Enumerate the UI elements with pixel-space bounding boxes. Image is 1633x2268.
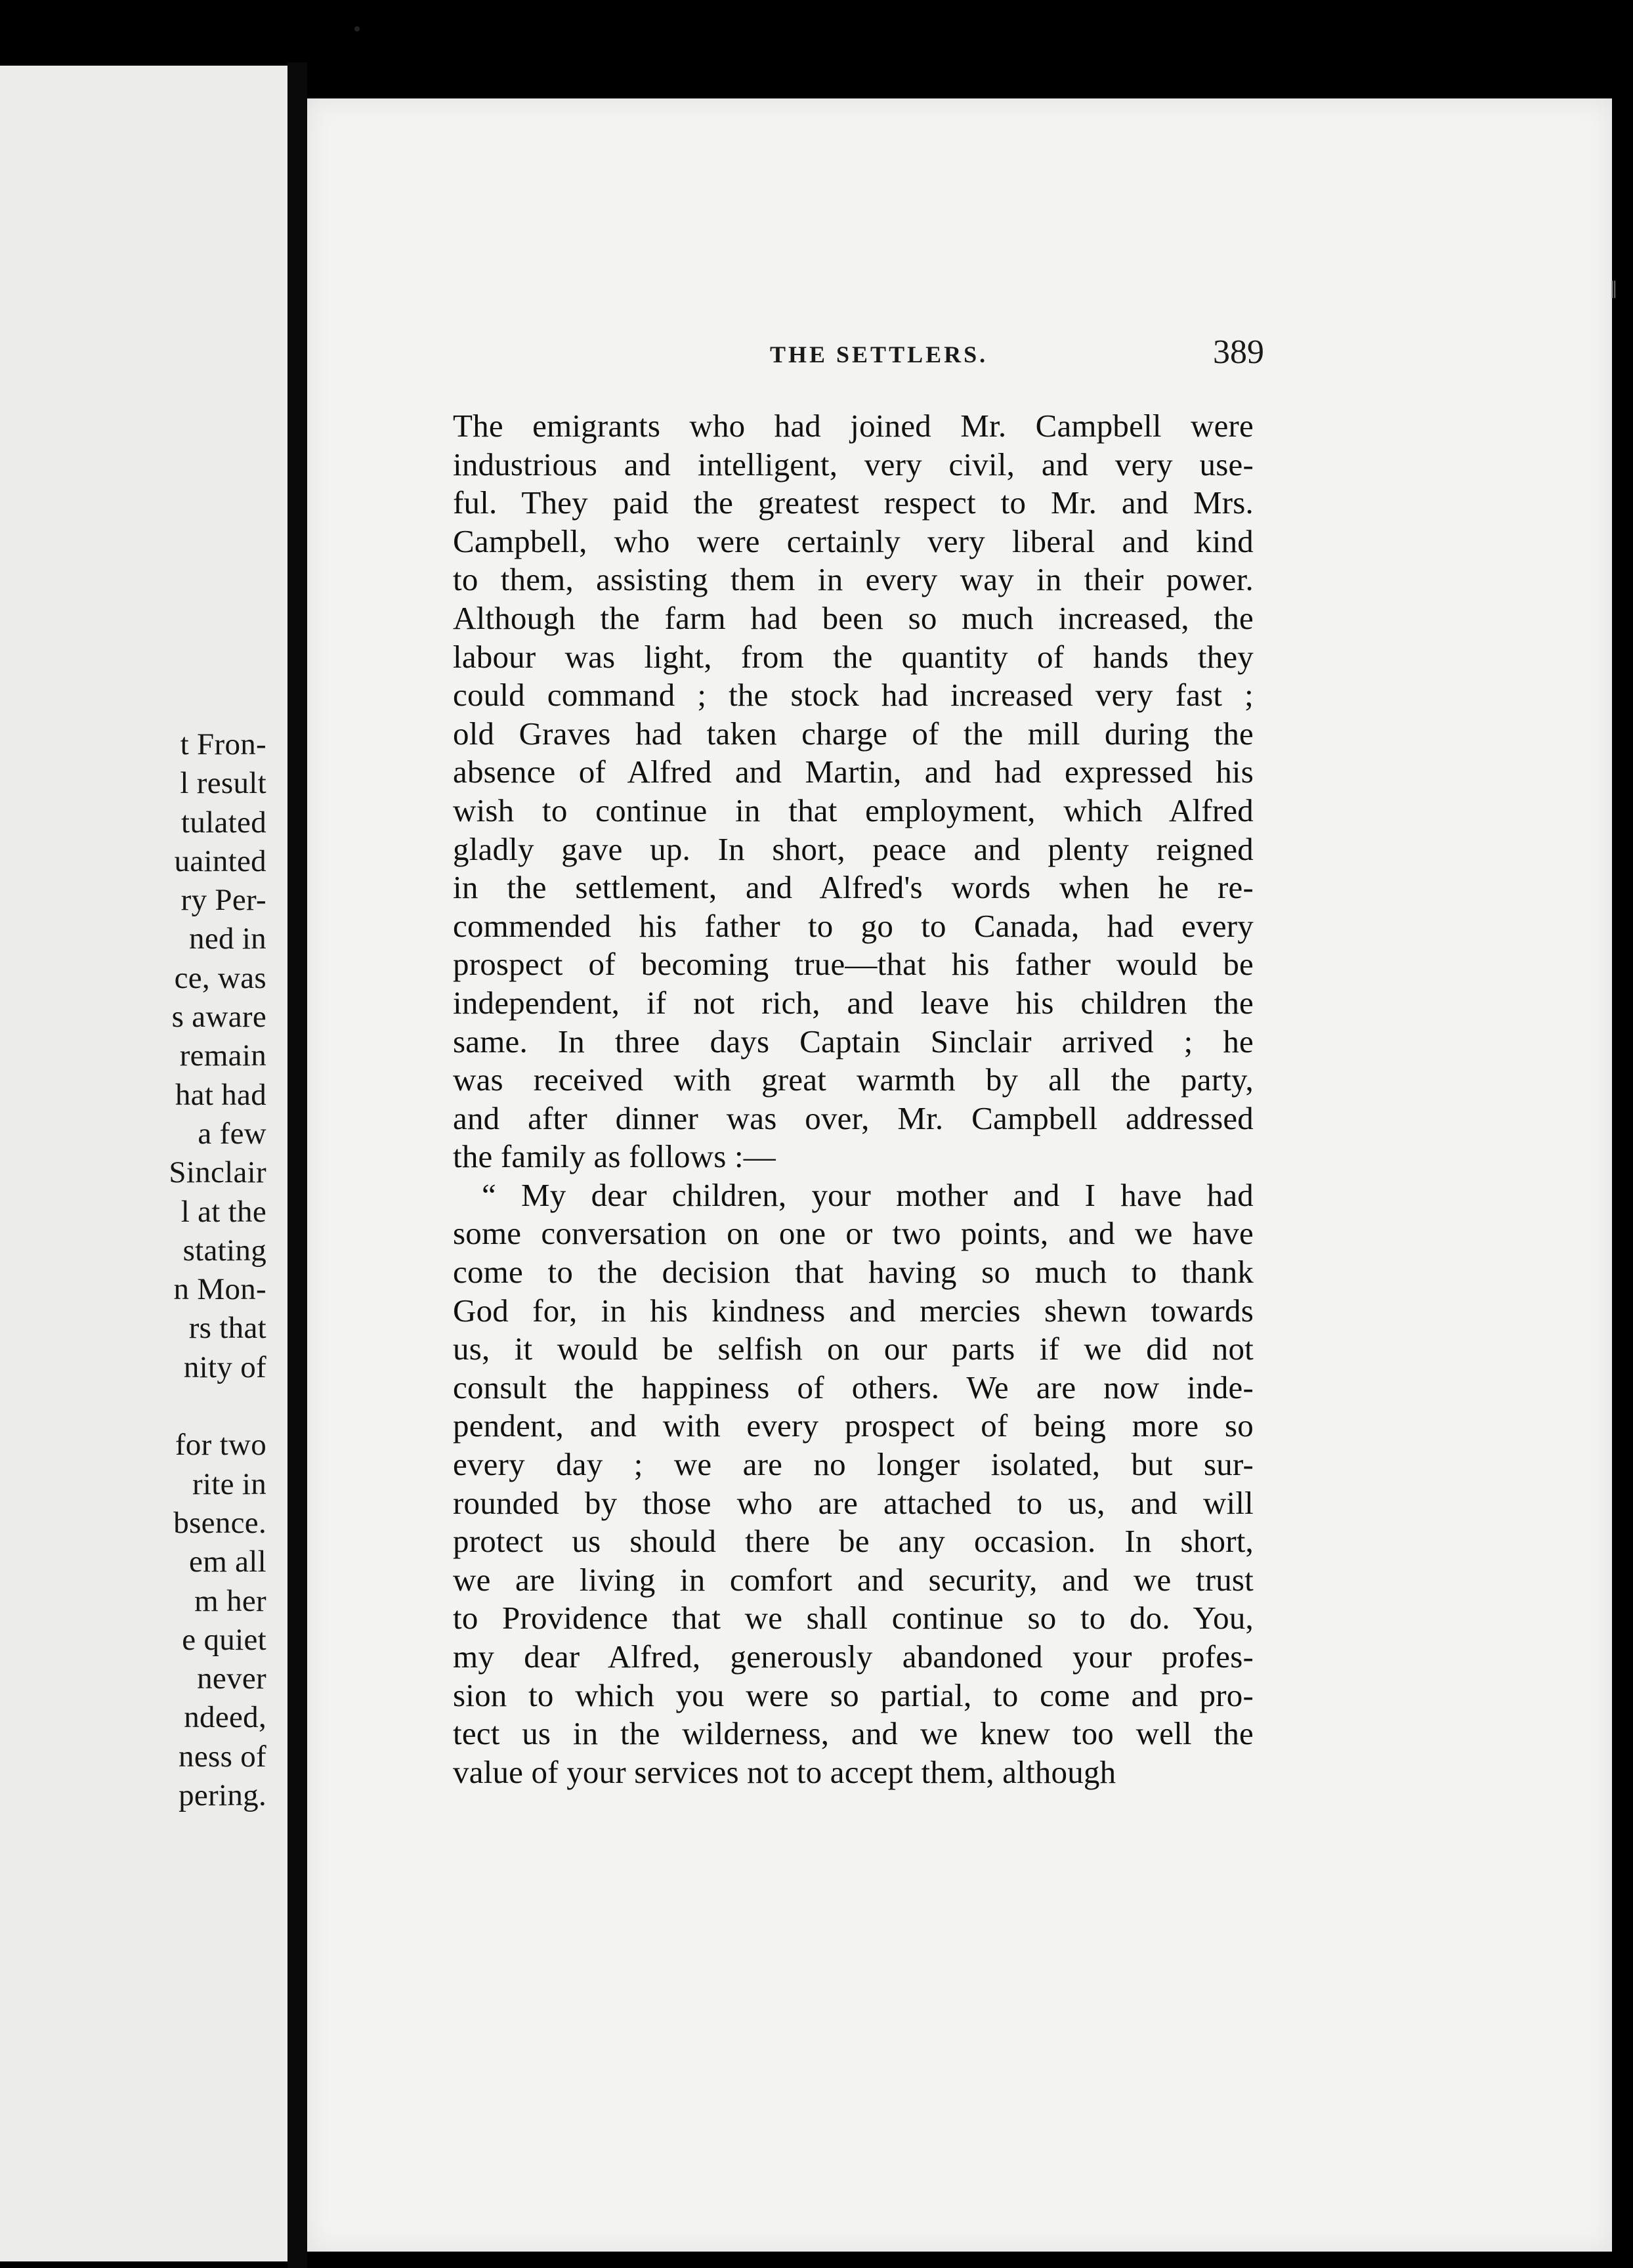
text-line: Campbell, who were certainly very liberal and kind — [453, 523, 1254, 559]
text-line: protect us should there be any occasion. In short, — [453, 1523, 1254, 1560]
left-page-line: t Fron- — [180, 727, 266, 761]
left-page-line: e quiet — [182, 1622, 266, 1657]
left-page-line: hat had — [175, 1077, 266, 1112]
text-line: and after dinner was over, Mr. Campbell addressed — [453, 1100, 1254, 1136]
left-page-line: l at the — [180, 1194, 266, 1229]
text-line: The emigrants who had joined Mr. Campbell were — [453, 408, 1254, 444]
text-line: prospect of becoming true—that his father would be — [453, 946, 1254, 983]
left-page-line: stating — [182, 1233, 266, 1268]
page-header — [307, 333, 1612, 377]
left-page-line: remain — [179, 1038, 266, 1073]
left-page-line: ned in — [189, 922, 266, 956]
left-page — [0, 66, 287, 2261]
text-line: value of your services not to accept them, although — [453, 1753, 1116, 1790]
text-line: could command ; the stock had increased very fast ; — [453, 677, 1254, 714]
text-line: sion to which you were so partial, to come and pro- — [453, 1677, 1254, 1713]
text-line: was received with great warmth by all the party, — [453, 1061, 1254, 1098]
text-line: every day ; we are no longer isolated, but sur- — [453, 1446, 1254, 1483]
text-line: the family as follows :— — [453, 1138, 776, 1175]
text-line: tect us in the wilderness, and we knew too well the — [453, 1715, 1254, 1752]
body-text — [453, 407, 1254, 1791]
text-line: God for, in his kindness and mercies shewn towards — [453, 1292, 1254, 1329]
text-line: come to the decision that having so much to thank — [453, 1254, 1254, 1291]
right-page — [307, 98, 1617, 2252]
running-title: THE SETTLERS. — [770, 341, 988, 368]
left-page-line — [0, 1387, 287, 1426]
text-line: some conversation on one or two points, and we have — [453, 1215, 1254, 1252]
text-line: consult the happiness of others. We are now inde- — [453, 1369, 1254, 1405]
text-line: us, it would be selfish on our parts if we did not — [453, 1331, 1254, 1367]
text-line: Although the farm had been so much increased, the — [453, 599, 1254, 636]
left-page-line: m her — [194, 1583, 266, 1618]
left-page-line: l result — [180, 766, 266, 801]
text-line: rounded by those who are attached to us, and will — [453, 1484, 1254, 1521]
text-line: absence of Alfred and Martin, and had expressed his — [453, 754, 1254, 790]
text-line: wish to continue in that employment, which Alfred — [453, 792, 1254, 828]
text-line: industrious and intelligent, very civil, and very use- — [453, 446, 1254, 482]
text-line: gladly gave up. In short, peace and plenty reigned — [453, 830, 1254, 867]
left-page-text — [0, 725, 287, 1815]
text-line: my dear Alfred, generously abandoned your profes- — [453, 1638, 1254, 1675]
page-gutter — [287, 62, 307, 2268]
left-page-line: rs that — [188, 1311, 266, 1346]
left-page-line: rite in — [192, 1466, 266, 1501]
text-line: old Graves had taken charge of the mill during the — [453, 715, 1254, 752]
left-page-line: ndeed, — [184, 1700, 266, 1735]
left-page-line: tulated — [181, 805, 266, 840]
text-line: labour was light, from the quantity of hands they — [453, 638, 1254, 675]
text-line: independent, if not rich, and leave his children the — [453, 984, 1254, 1021]
text-line: to Providence that we shall continue so to do. You, — [453, 1600, 1254, 1637]
left-page-line: bsence. — [173, 1505, 266, 1540]
text-line: same. In three days Captain Sinclair arrived ; he — [453, 1023, 1254, 1059]
left-page-line: ry Per- — [180, 883, 266, 918]
left-page-line: s aware — [171, 1000, 266, 1035]
left-page-line: ce, was — [174, 960, 266, 995]
text-line: pendent, and with every prospect of being more so — [453, 1407, 1254, 1444]
left-page-line: ness of — [179, 1739, 266, 1774]
left-page-line: em all — [189, 1545, 266, 1579]
left-page-line: for two — [175, 1428, 266, 1463]
scan-speck — [354, 26, 360, 32]
text-line: in the settlement, and Alfred's words when he re- — [453, 869, 1254, 906]
text-line: to them, assisting them in every way in their power. — [453, 561, 1254, 598]
text-line: “ My dear children, your mother and I have had — [482, 1176, 1254, 1213]
left-page-line: a few — [198, 1116, 266, 1151]
page-number: 389 — [1213, 333, 1264, 371]
left-page-line: nity of — [183, 1350, 266, 1384]
text-line: ful. They paid the greatest respect to Mr. and Mrs. — [453, 484, 1254, 521]
left-page-line: pering. — [179, 1778, 266, 1813]
left-page-line: n Mon- — [173, 1272, 266, 1307]
left-page-line: never — [197, 1661, 266, 1696]
text-line: commended his father to go to Canada, had every — [453, 907, 1254, 944]
left-page-line: uainted — [174, 844, 266, 878]
left-page-line: Sinclair — [169, 1155, 266, 1190]
text-line: we are living in comfort and security, and we trust — [453, 1561, 1254, 1598]
trim-mark: ‖ — [1610, 276, 1617, 304]
